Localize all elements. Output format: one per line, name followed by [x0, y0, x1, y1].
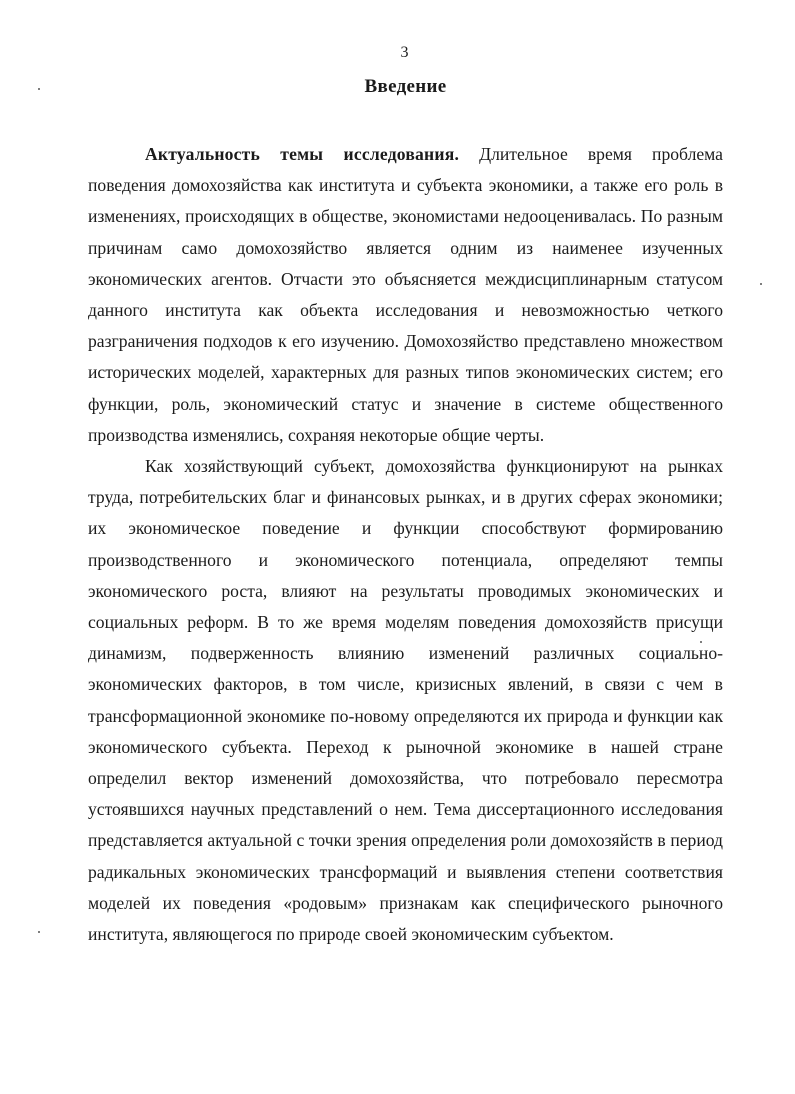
scan-speck	[38, 88, 40, 90]
page-number: 3	[400, 44, 409, 61]
paragraph-1-text: Длительное время проблема поведения домохозяйства как института и субъекта экономики, а также его роль в изменениях, происходящих в обществе, экономистами недооценивалась. По разным причинам само домохозяйство является одним из наименее изученных экономических агентов. Отчасти это объясняется междисциплинарным статусом данного института как объекта исследования и невозможностью четкого разграничения подходов к его изучению. Домохозяйство представлено множеством исторических моделей, характерных для разных типов экономических систем; его функции, роль, экономический статус и значение в системе общественного производства изменялись, сохраняя некоторые общие черты.	[88, 144, 723, 445]
paragraph-2-text: Как хозяйствующий субъект, домохозяйства функционируют на рынках труда, потребительских благ и финансовых рынках, и в других сферах экономики; их экономическое поведение и функции способствуют формированию производственного и экономического потенциала, определяют темпы экономического роста, влияют на результаты проводимых экономических и социальных реформ. В то же время моделям поведения домохозяйств присущи динамизм, подверженность влиянию изменений различных социально-экономических факторов, в том числе, кризисных явлений, в связи с чем в трансформационной экономике по-новому определяются их природа и функции как экономического субъекта. Переход к рыночной экономике в нашей стране определил вектор изменений домохозяйства, что потребовало пересмотра устоявшихся научных представлений о нем. Тема диссертационного исследования представляется актуальной с точки зрения определения роли домохозяйств в период радикальных экономических трансформаций и выявления степени соответствия моделей их поведения «родовым» признакам как специфического рыночного института, являющегося по природе своей экономическим субъектом.	[88, 456, 723, 945]
scan-speck	[38, 931, 40, 933]
paragraph-1	[88, 139, 723, 451]
body-text	[88, 139, 723, 950]
scan-speck	[760, 283, 762, 285]
scan-speck	[700, 641, 702, 643]
page-title: Введение	[364, 76, 447, 97]
paragraph-2	[88, 451, 723, 950]
paragraph-lead: Актуальность темы исследования.	[145, 144, 460, 164]
